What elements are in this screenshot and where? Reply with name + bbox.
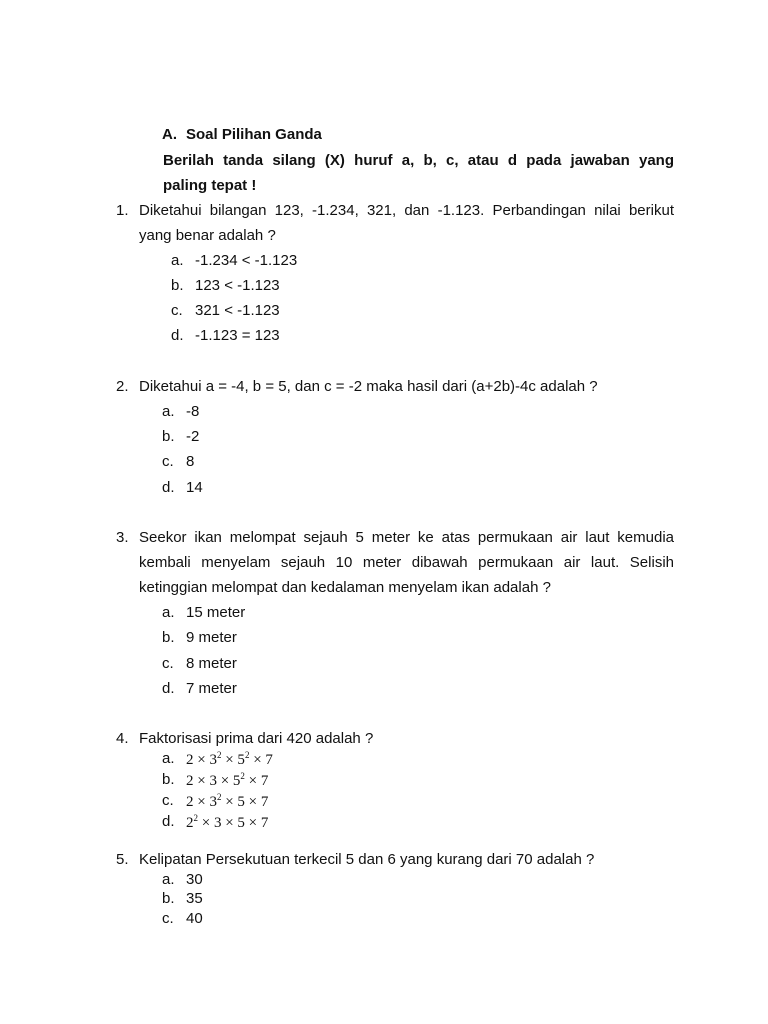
option-letter: c. <box>162 655 174 672</box>
question-text-line: yang benar adalah ? <box>139 227 276 244</box>
question-number: 1. <box>116 202 129 219</box>
option-expression: $2 \times 3^2 \times 5^2 \times 7$ <box>186 750 273 768</box>
option-letter: c. <box>171 302 183 319</box>
option-text: -2 <box>186 428 200 445</box>
option-text: 15 meter <box>186 604 246 621</box>
option-text: 7 meter <box>186 680 237 697</box>
question-text-line: Seekor ikan melompat sejauh 5 meter ke atas permukaan air laut kemudia <box>139 529 674 546</box>
option-text: -8 <box>186 403 200 420</box>
option-expression: $2 \times 3 \times 5^2 \times 7$ <box>186 771 269 789</box>
section-title: Soal Pilihan Ganda <box>186 126 322 143</box>
option-text: 35 <box>186 890 203 907</box>
question-number: 5. <box>116 851 129 868</box>
question-text-line: Diketahui bilangan 123, -1.234, 321, dan -1.123. Perbandingan nilai berikut <box>139 202 674 219</box>
option-letter: a. <box>162 403 175 420</box>
option-letter: d. <box>162 680 175 697</box>
option-letter: d. <box>162 479 175 496</box>
option-text: 40 <box>186 910 203 927</box>
option-letter: d. <box>171 327 184 344</box>
option-text: -1.234 < -1.123 <box>195 252 298 269</box>
section-marker: A. <box>162 126 177 143</box>
question-number: 2. <box>116 378 129 395</box>
option-letter: a. <box>162 604 175 621</box>
option-expression: $2^2 \times 3 \times 5 \times 7$ <box>186 813 269 831</box>
instruction-line-2: paling tepat ! <box>163 177 257 194</box>
option-letter: b. <box>162 428 175 445</box>
option-letter: b. <box>162 771 175 788</box>
option-text: 8 <box>186 453 195 470</box>
option-expression: $2 \times 3^2 \times 5 \times 7$ <box>186 792 269 810</box>
question-number: 3. <box>116 529 129 546</box>
option-letter: b. <box>162 890 175 907</box>
option-letter: c. <box>162 910 174 927</box>
question-text-line: Kelipatan Persekutuan terkecil 5 dan 6 yang kurang dari 70 adalah ? <box>139 851 595 868</box>
option-letter: a. <box>162 871 175 888</box>
option-text: 321 < -1.123 <box>195 302 280 319</box>
option-letter: b. <box>162 629 175 646</box>
question-text-line: Faktorisasi prima dari 420 adalah ? <box>139 730 374 747</box>
instruction-line-1: Berilah tanda silang (X) huruf a, b, c, atau d pada jawaban yang <box>163 152 674 169</box>
option-letter: a. <box>162 750 175 767</box>
option-text: -1.123 = 123 <box>195 327 280 344</box>
option-letter: d. <box>162 813 175 830</box>
option-text: 14 <box>186 479 203 496</box>
option-text: 8 meter <box>186 655 237 672</box>
option-text: 123 < -1.123 <box>195 277 280 294</box>
question-text-line: ketinggian melompat dan kedalaman menyelam ikan adalah ? <box>139 579 551 596</box>
option-text: 9 meter <box>186 629 237 646</box>
option-letter: a. <box>171 252 184 269</box>
option-letter: c. <box>162 792 174 809</box>
option-text: 30 <box>186 871 203 888</box>
option-letter: c. <box>162 453 174 470</box>
question-text-line: kembali menyelam sejauh 10 meter dibawah permukaan air laut. Selisih <box>139 554 674 571</box>
question-number: 4. <box>116 730 129 747</box>
option-letter: b. <box>171 277 184 294</box>
question-text-line: Diketahui a = -4, b = 5, dan c = -2 maka hasil dari (a+2b)-4c adalah ? <box>139 378 598 395</box>
